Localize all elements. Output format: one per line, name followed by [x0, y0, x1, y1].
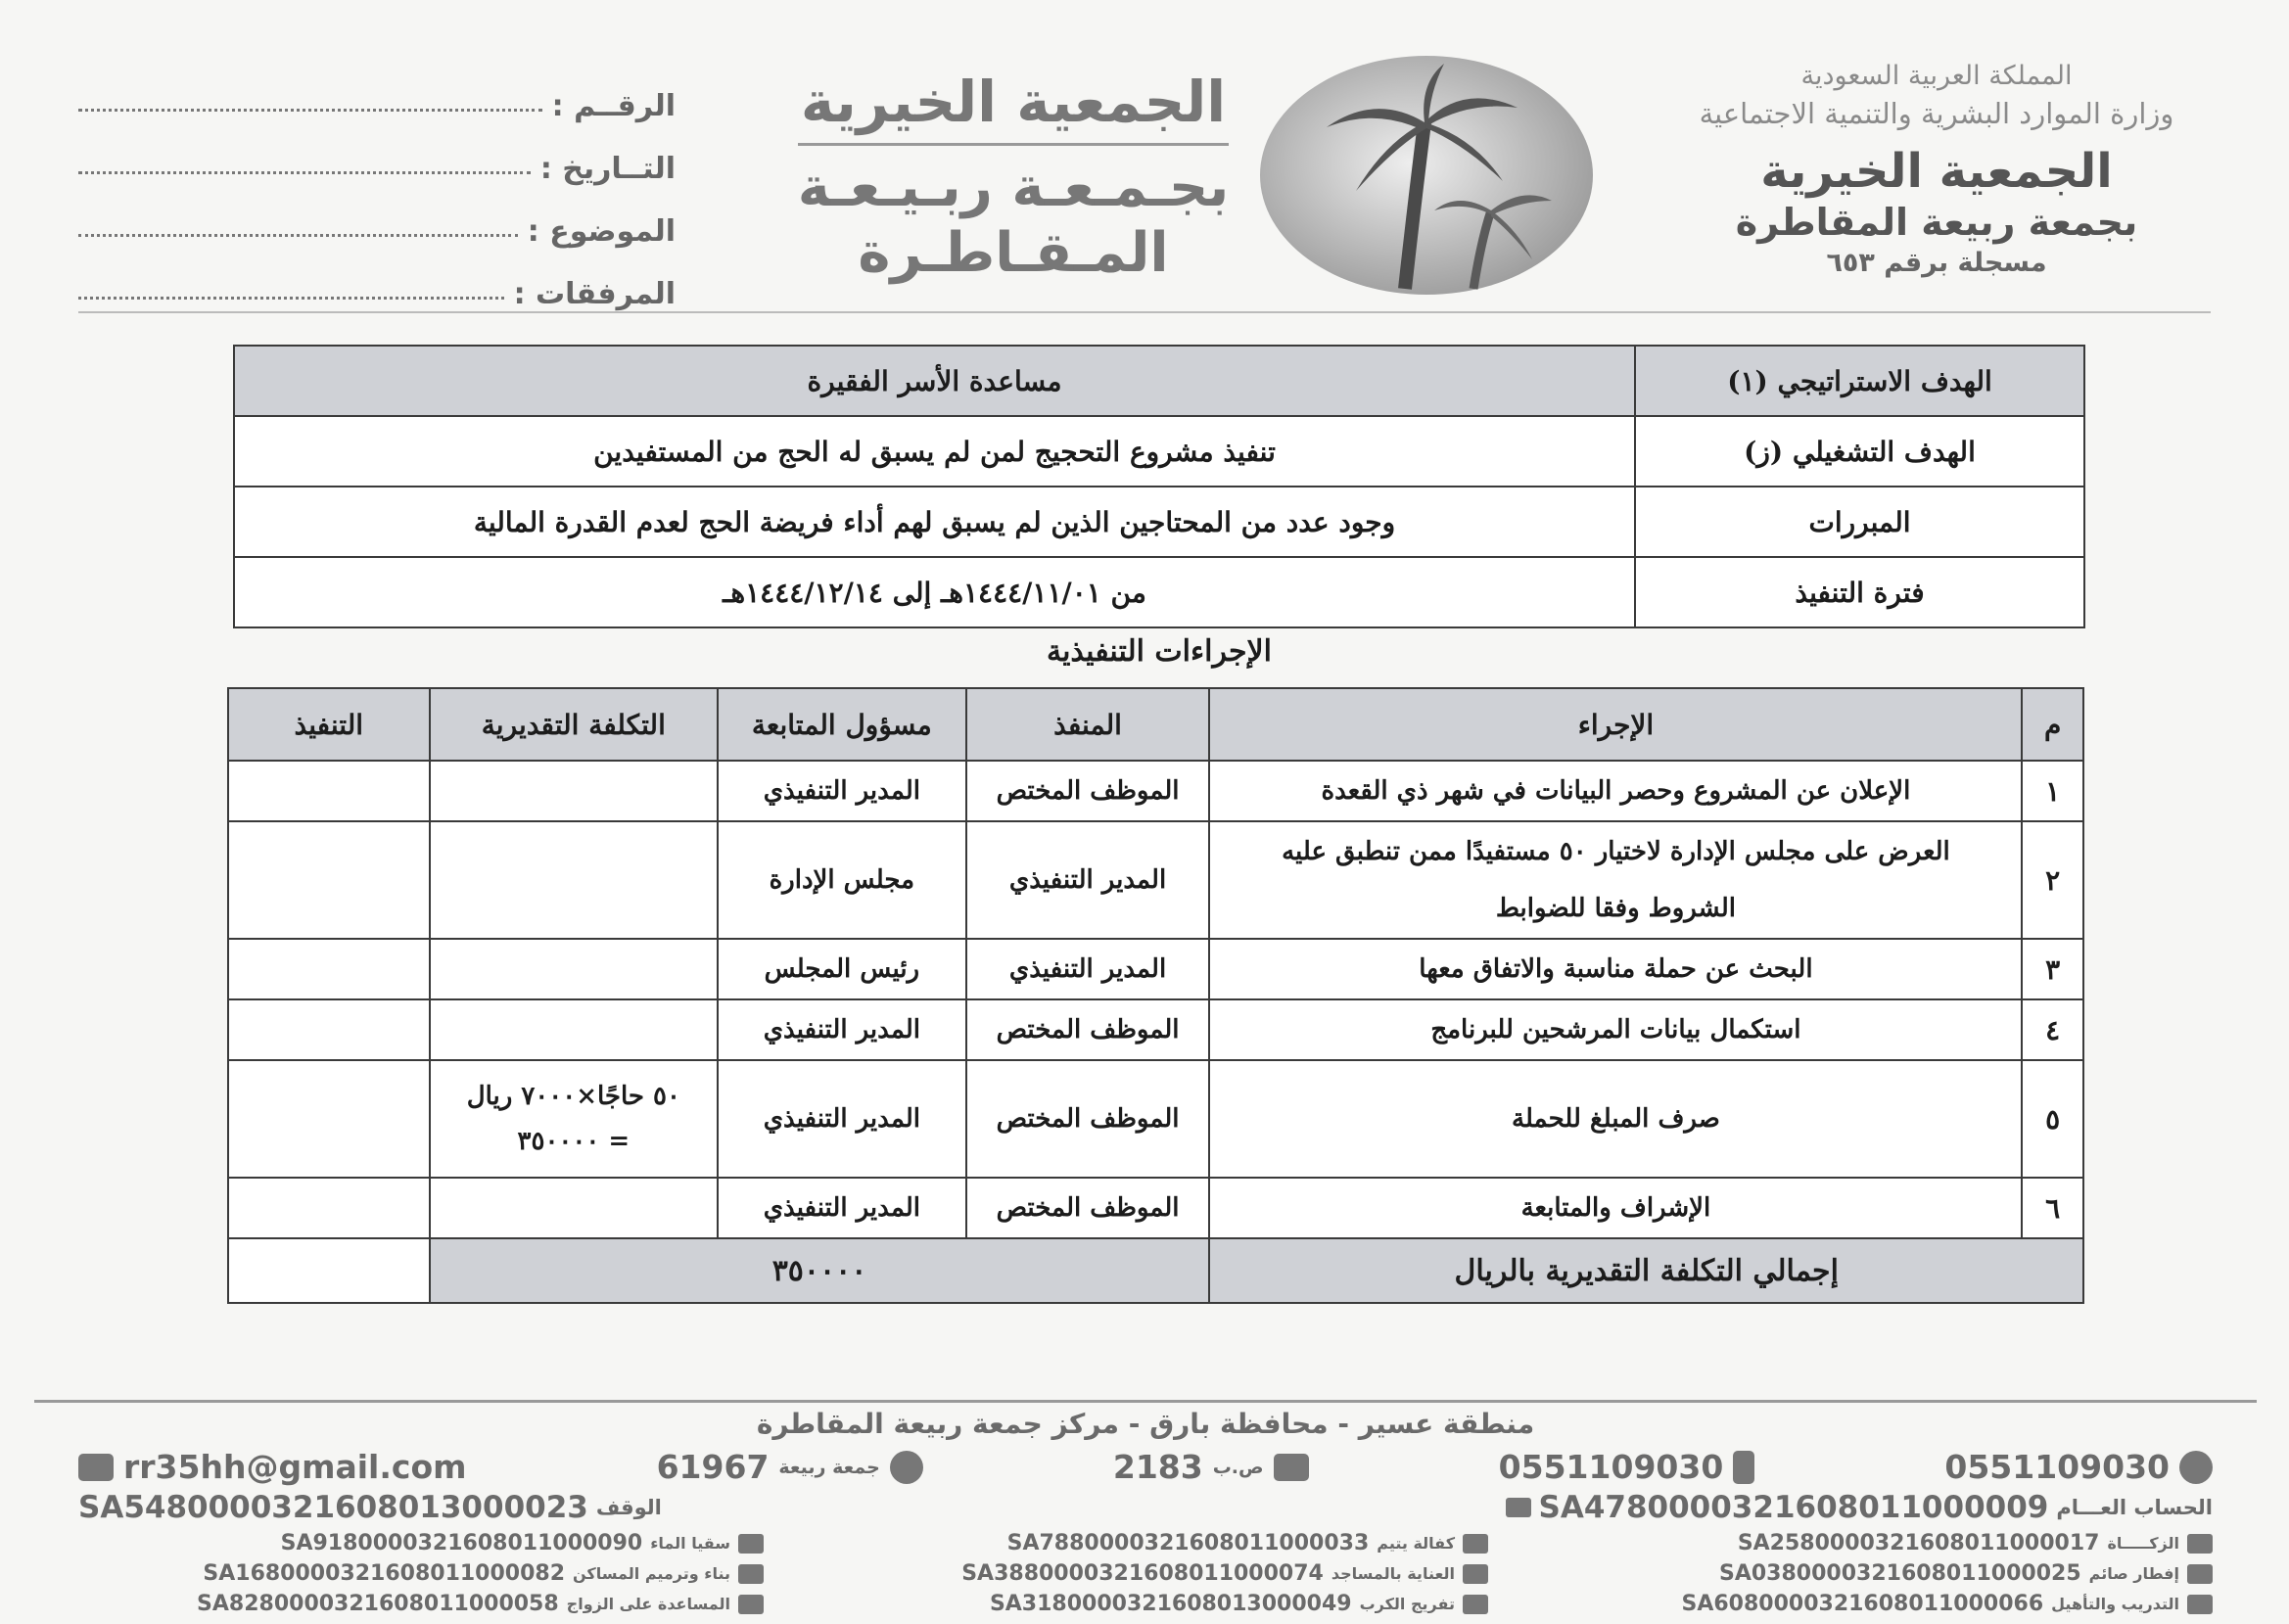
row-executor: الموظف المختص	[966, 1178, 1210, 1238]
account-item: بناء وترميم المساكن SA1680000321608011000082	[78, 1561, 764, 1586]
account-item: كفالة يتيم SA7880000321608011000033	[803, 1531, 1488, 1555]
org-header	[1662, 61, 2211, 278]
row-follow-up: المدير التنفيذي	[718, 1178, 966, 1238]
org-name: الجمعية الخيرية	[1760, 144, 2113, 199]
table-row	[228, 821, 2083, 939]
kingdom-name: المملكة العربية السعودية	[1800, 61, 2073, 91]
footer	[78, 1408, 2213, 1622]
cost-formula: ٥٠ حاجًا×٧٠٠٠ ريال	[466, 1082, 680, 1111]
goal-value: مساعدة الأسر الفقيرة	[234, 346, 1635, 416]
email-icon	[78, 1454, 114, 1481]
account-item: العناية بالمساجد SA3880000321608011000074	[803, 1561, 1488, 1586]
procedures-title: الإجراءات التنفيذية	[1047, 634, 1272, 669]
row-number: ٥	[2022, 1060, 2083, 1178]
phone-icon	[1733, 1451, 1754, 1484]
postal-icon	[890, 1451, 923, 1484]
row-follow-up: رئيس المجلس	[718, 939, 966, 999]
main-account: الحساب العـــام SA4780000321608011000009	[1506, 1490, 2214, 1525]
col-header-action: الإجراء	[1209, 688, 2022, 761]
row-cost	[430, 761, 718, 821]
row-implementation	[228, 1060, 430, 1178]
bank-icon	[1463, 1534, 1488, 1554]
row-cost	[430, 821, 718, 939]
row-number: ٤	[2022, 999, 2083, 1060]
goals-table	[233, 345, 2085, 628]
procedures-table	[227, 687, 2084, 1304]
table-row	[228, 939, 2083, 999]
center-title-line3: المـقـاطـرة	[858, 221, 1169, 285]
row-cost	[430, 999, 718, 1060]
goal-key: الهدف التشغيلي (ز)	[1635, 416, 2084, 487]
row-cost	[430, 939, 718, 999]
col-header-executor: المنفذ	[966, 688, 1210, 761]
org-location: بجمعة ربيعة المقاطرة	[1735, 201, 2138, 244]
row-cost	[430, 1178, 718, 1238]
row-action: استكمال بيانات المرشحين للبرنامج	[1209, 999, 2022, 1060]
procedures-header-row	[228, 688, 2083, 761]
main-accounts-row	[78, 1490, 2213, 1525]
center-title-line1: الجمعية الخيرية	[800, 69, 1227, 135]
whatsapp-contact: 0551109030	[1944, 1448, 2213, 1486]
row-action: الإعلان عن المشروع وحصر البيانات في شهر ذي القعدة	[1209, 761, 2022, 821]
goal-row	[234, 346, 2084, 416]
row-follow-up: مجلس الإدارة	[718, 821, 966, 939]
account-item: الزكـــــاة SA2580000321608011000017	[1527, 1531, 2213, 1555]
total-implementation	[228, 1238, 430, 1303]
phone-contact: 0551109030	[1499, 1448, 1755, 1486]
row-implementation	[228, 1178, 430, 1238]
bank-icon	[1463, 1564, 1488, 1584]
goal-value: تنفيذ مشروع التحجيج لمن لم يسبق له الحج من المستفيدين	[234, 416, 1635, 487]
postal-contact: جمعة ربيعة 61967	[657, 1448, 923, 1486]
table-row	[228, 1060, 2083, 1178]
row-executor: الموظف المختص	[966, 1060, 1210, 1178]
row-executor: المدير التنفيذي	[966, 821, 1210, 939]
contact-row	[78, 1448, 2213, 1486]
col-header-cost: التكلفة التقديرية	[430, 688, 718, 761]
col-header-number: م	[2022, 688, 2083, 761]
bank-icon	[1506, 1498, 1531, 1517]
col-header-implementation: التنفيذ	[228, 688, 430, 761]
footer-divider	[34, 1400, 2257, 1403]
accounts-grid	[78, 1531, 2213, 1622]
goal-key: الهدف الاستراتيجي (١)	[1635, 346, 2084, 416]
account-item: إفطار صائم SA0380000321608011000025	[1527, 1561, 2213, 1586]
whatsapp-icon	[2179, 1451, 2213, 1484]
pobox-contact: ص.ب 2183	[1113, 1448, 1309, 1486]
row-number: ٣	[2022, 939, 2083, 999]
row-implementation	[228, 999, 430, 1060]
bank-icon	[738, 1564, 764, 1584]
total-label: إجمالي التكلفة التقديرية بالريال	[1209, 1238, 2083, 1303]
title-divider	[798, 143, 1229, 146]
goal-key: المبررات	[1635, 487, 2084, 557]
row-follow-up: المدير التنفيذي	[718, 761, 966, 821]
bank-icon	[2187, 1534, 2213, 1554]
center-title	[778, 69, 1248, 285]
row-implementation	[228, 761, 430, 821]
row-number: ٦	[2022, 1178, 2083, 1238]
goal-row	[234, 557, 2084, 627]
bank-icon	[2187, 1595, 2213, 1614]
header-divider	[78, 311, 2211, 313]
account-item: التدريب والتأهيل SA6080000321608011000066	[1527, 1592, 2213, 1616]
total-value: ٣٥٠٠٠٠	[430, 1238, 1210, 1303]
row-follow-up: المدير التنفيذي	[718, 1060, 966, 1178]
waqf-account: الوقف SA5480000321608013000023	[78, 1490, 662, 1525]
field-attachments: المرفقات :	[78, 249, 676, 311]
email-contact: rr35hh@gmail.com	[78, 1448, 467, 1486]
total-row	[228, 1238, 2083, 1303]
palm-tree-logo-icon	[1258, 54, 1596, 297]
row-executor: المدير التنفيذي	[966, 939, 1210, 999]
ministry-name: وزارة الموارد البشرية والتنمية الاجتماعية	[1699, 97, 2174, 130]
col-header-follow-up: مسؤول المتابعة	[718, 688, 966, 761]
goal-key: فترة التنفيذ	[1635, 557, 2084, 627]
footer-region: منطقة عسير - محافظة بارق - مركز جمعة ربيعة المقاطرة	[756, 1408, 1535, 1440]
row-action: العرض على مجلس الإدارة لاختيار ٥٠ مستفيدًا ممن تنطبق عليه الشروط وفقا للضوابط	[1209, 821, 2022, 939]
cost-result: = ٣٥٠٠٠٠	[517, 1127, 631, 1156]
center-title-line2: بجـمـعـة ربـيـعـة	[797, 156, 1230, 219]
table-row	[228, 1178, 2083, 1238]
field-date: التــاريخ :	[78, 123, 676, 186]
row-number: ٢	[2022, 821, 2083, 939]
row-cost	[430, 1060, 718, 1178]
table-row	[228, 761, 2083, 821]
row-executor: الموظف المختص	[966, 999, 1210, 1060]
row-follow-up: المدير التنفيذي	[718, 999, 966, 1060]
row-number: ١	[2022, 761, 2083, 821]
bank-icon	[1463, 1595, 1488, 1614]
account-item: المساعدة على الزواج SA8280000321608011000058	[78, 1592, 764, 1616]
registration-number: مسجلة برقم ٦٥٣	[1826, 248, 2047, 278]
field-subject: الموضوع :	[78, 186, 676, 249]
goal-row	[234, 416, 2084, 487]
row-action: البحث عن حملة مناسبة والاتفاق معها	[1209, 939, 2022, 999]
goal-row	[234, 487, 2084, 557]
mailbox-icon	[1274, 1454, 1309, 1481]
reference-fields	[78, 61, 676, 311]
goal-value: من ١٤٤٤/١١/٠١هـ إلى ١٤٤٤/١٢/١٤هـ	[234, 557, 1635, 627]
account-item: سقيا الماء SA9180000321608011000090	[78, 1531, 764, 1555]
field-number: الرقــم :	[78, 61, 676, 123]
row-implementation	[228, 939, 430, 999]
bank-icon	[738, 1595, 764, 1614]
row-executor: الموظف المختص	[966, 761, 1210, 821]
account-item: تفريج الكرب SA3180000321608013000049	[803, 1592, 1488, 1616]
bank-icon	[738, 1534, 764, 1554]
row-action: الإشراف والمتابعة	[1209, 1178, 2022, 1238]
row-action: صرف المبلغ للحملة	[1209, 1060, 2022, 1178]
table-row	[228, 999, 2083, 1060]
goal-value: وجود عدد من المحتاجين الذين لم يسبق لهم أداء فريضة الحج لعدم القدرة المالية	[234, 487, 1635, 557]
bank-icon	[2187, 1564, 2213, 1584]
row-implementation	[228, 821, 430, 939]
